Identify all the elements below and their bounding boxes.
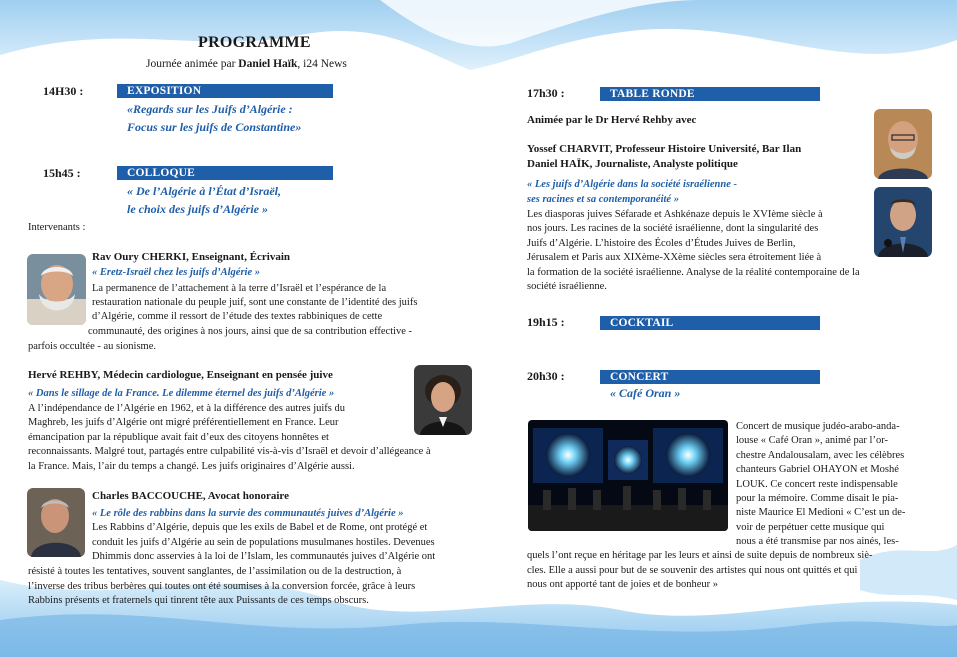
- concert-line: quels l’ont reçue en héritage par les leurs et ainsi de suite depuis de nombreux siè-: [527, 550, 873, 561]
- speaker3-line: l’inverse des tribus berbères qui toutes ont été soumises à la conversion forcée, grâce à leurs: [28, 581, 416, 592]
- speaker3-line: Dhimmis donc asservies à la loi de l’Islam, les communautés juives d’Algérie ont: [92, 551, 436, 562]
- speaker3-line: résisté à toutes les tentatives, souvent sanglantes, de l’assimilation ou de la destruction, à: [28, 566, 402, 577]
- speaker3-line: Rabbins présents et fraternels qui tinrent tête aux Puissants de ces temps obscurs.: [28, 595, 369, 606]
- concert-line: chanteurs Gabriel OHAYON et Moshé: [736, 464, 899, 475]
- table-topic1: « Les juifs d’Algérie dans la société israélienne -: [527, 179, 737, 190]
- haik-photo: [874, 187, 932, 257]
- colloque-bar: COLLOQUE: [117, 166, 333, 180]
- table-line: nos jours. Les racines de la société israélienne, dont la singularité des: [527, 223, 819, 234]
- table-guest2: Daniel HAÏK, Journaliste, Analyste politique: [527, 158, 738, 170]
- concert-line: nous a été transmise par nos ainés, les-: [736, 536, 899, 547]
- table-topic2: ses racines et sa contemporanéité »: [527, 194, 679, 205]
- concert-line: voir de perpétuer cette musique qui: [736, 522, 885, 533]
- speaker2-topic: « Dans le sillage de la France. Le dilemme éternel des juifs d’Algérie »: [28, 388, 335, 399]
- speaker2-line: émancipation par la république avait fait d’eux des citoyens honnêtes et: [28, 432, 329, 443]
- concert-line: LOUK. Ce concert reste indispensable: [736, 479, 898, 490]
- concert-line: chestre Andalousalam, avec les célèbres: [736, 450, 905, 461]
- colloque-time: 15h45 :: [43, 166, 81, 180]
- page-subtitle: Journée animée par Daniel Haïk, i24 News: [146, 58, 347, 70]
- colloque-line2: le choix des juifs d’Algérie »: [127, 202, 268, 216]
- expo-line1: «Regards sur les Juifs d’Algérie :: [127, 102, 293, 116]
- speaker2-name: Hervé REHBY, Médecin cardiologue, Enseignant en pensée juive: [28, 369, 333, 381]
- concert-line: nous ont apporté tant de joies et de bonheur »: [527, 579, 718, 590]
- table-time: 17h30 :: [527, 86, 565, 100]
- table-guest1: Yossef CHARVIT, Professeur Histoire Université, Bar Ilan: [527, 143, 802, 155]
- concert-bar: CONCERT: [600, 370, 820, 384]
- speaker1-topic: « Eretz-Israël chez les juifs d’Algérie »: [92, 267, 260, 278]
- speaker1-line: La permanence de l’attachement à la terre d’Israël et l’espérance de la: [92, 283, 387, 294]
- table-line: Jérusalem et Paris aux XIXème-XXème siècles sera étroitement liée à: [527, 252, 822, 263]
- intervenants-label: Intervenants :: [28, 222, 86, 233]
- speaker1-line: d’Algérie, comme il ressort de l’étude des textes rabbiniques de cette: [92, 311, 383, 322]
- table-line: la formation de la société israélienne. Analyse de la réalité contemporaine de la: [527, 267, 860, 278]
- cherki-photo: [27, 254, 86, 325]
- speaker2-line: A l’indépendance de l’Algérie en 1962, et à la différence des autres juifs du: [28, 403, 346, 414]
- expo-time: 14H30 :: [43, 84, 84, 98]
- speaker2-line: Maghreb, les juifs d’Algérie ont migré préférentiellement en France. Leur: [28, 417, 339, 428]
- concert-line: cles. Elle a aussi pour but de se souvenir des artistes qui nous ont quittés et qui: [527, 565, 858, 576]
- page-title: PROGRAMME: [198, 34, 311, 51]
- concert-line: louse « Café Oran », animé par l’or-: [736, 435, 888, 446]
- speaker2-line: reconnaissants. Malgré tout, partagés entre culpabilité vis-à-vis d’Israël et devoir d’allégeance à: [28, 446, 431, 457]
- cocktail-bar: COCKTAIL: [600, 316, 820, 330]
- speaker3-line: Les Rabbins d’Algérie, depuis que les exils de Babel et de Rome, ont protégé et: [92, 522, 428, 533]
- speaker1-line: communauté, des origines à nos jours, ainsi que de sa contribution effective -: [88, 326, 413, 337]
- concert-line: niste Maurice El Medioni « C’est un de-: [736, 507, 906, 518]
- speaker3-line: conduit les juifs d’Algérie au sein de populations musulmanes hostiles. Devenues: [92, 537, 435, 548]
- concert-line: pour la mémoire. Comme disait le pia-: [736, 493, 899, 504]
- table-animee: Animée par le Dr Hervé Rehby avec: [527, 114, 697, 126]
- cocktail-time: 19h15 :: [527, 315, 565, 329]
- baccouche-photo: [27, 488, 85, 557]
- speaker2-line: la France. Mais, l’air du temps a changé. Les juifs originaires d’Algérie aussi.: [28, 461, 355, 472]
- colloque-line1: « De l’Algérie à l’État d’Israël,: [127, 184, 281, 198]
- expo-line2: Focus sur les juifs de Constantine»: [127, 120, 302, 134]
- concert-time: 20h30 :: [527, 369, 565, 383]
- speaker3-topic: « Le rôle des rabbins dans la survie des communautés juives d’Algérie »: [92, 508, 404, 519]
- concert-photo: [528, 420, 728, 531]
- table-bar: TABLE RONDE: [600, 87, 820, 101]
- concert-line: Concert de musique judéo-arabo-anda-: [736, 421, 900, 432]
- rehby-photo: [414, 365, 472, 435]
- expo-bar: EXPOSITION: [117, 84, 333, 98]
- concert-title: « Café Oran »: [610, 386, 681, 400]
- table-line: Juifs d’Algérie. L’histoire des Écoles d’Études Juives de Berlin,: [527, 238, 796, 249]
- table-line: Les diasporas juives Séfarade et Ashkénaze depuis le XVIème siècle à: [527, 209, 823, 220]
- speaker3-name: Charles BACCOUCHE, Avocat honoraire: [92, 490, 289, 502]
- table-line: société israélienne.: [527, 281, 607, 292]
- speaker1-line: restauration nationale du peuple juif, sont une constante de l’identité des juifs: [92, 297, 418, 308]
- speaker1-name: Rav Oury CHERKI, Enseignant, Écrivain: [92, 251, 291, 263]
- charvit-photo: [874, 109, 932, 179]
- speaker1-line: parfois occultée - au sionisme.: [28, 341, 156, 352]
